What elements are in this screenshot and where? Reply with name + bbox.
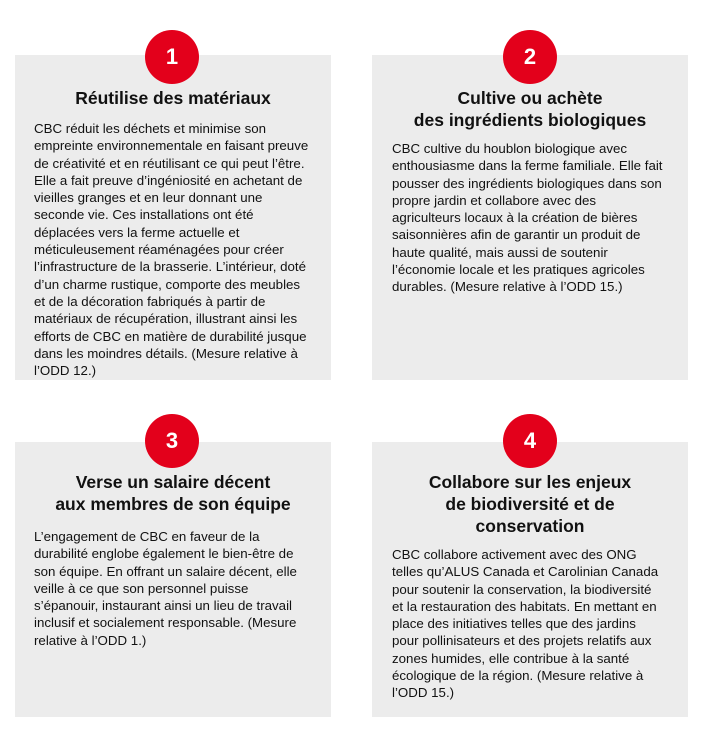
card-title-reuse-materials: Réutilise des matériaux — [75, 88, 271, 108]
number-badge-3: 3 — [145, 414, 199, 468]
number-badge-4: 4 — [503, 414, 557, 468]
card-body-organic-ingredients: CBC cultive du houblon biologique avec enthousiasme dans la ferme familiale. Elle fait pousser des ingrédients biologiques dans son propre jardin et collabore avec des agriculteurs locaux à la création de bières saisonnières afin de garantir un produit de haute qualité, mais aussi de soutenir l’économie locale et les pratiques agricoles durables. (Mesure relative à l’ODD 15.) — [392, 141, 663, 295]
card-body-biodiversity: CBC collabore activement avec des ONG telles qu’ALUS Canada et Carolinian Canada pour soutenir la conservation, la biodiversité et la restauration des habitats. En mettant en place des initiatives telles que des jardins pour pollinisateurs et des projets relatifs aux zones humides, elle contribue à la santé écologique de la région. (Mesure relative à l’ODD 15.) — [392, 547, 659, 701]
card-title-living-wage: Verse un salaire décent aux membres de son équipe — [55, 472, 291, 514]
card-title-biodiversity: Collabore sur les enjeux de biodiversité et de conservation — [428, 472, 632, 536]
number-badge-1: 1 — [145, 30, 199, 84]
card-body-living-wage: L’engagement de CBC en faveur de la durabilité englobe également le bien-être de son équipe. En offrant un salaire décent, elle veille à ce que son personnel puisse s’épanouir, instaurant ainsi un lieu de travail inclusif et socialement responsable. (Mesure relative à l’ODD 1.) — [34, 529, 297, 648]
card-body-reuse-materials: CBC réduit les déchets et minimise son empreinte environnementale en faisant preuve de créativité et en réutilisant ce qui peut l’être. Elle a fait preuve d’ingéniosité en achetant de vieilles granges et en leur donnant une seconde vie. Ces installations ont été déplacées vers la ferme actuelle et méticuleusement réaménagées pour créer l’infrastructure de la brasserie. L’intérieur, doté d’un charme rustique, comporte des meubles et de la décoration fabriqués à partir de matériaux de récupération, illustrant ainsi les efforts de CBC en matière de durabilité jusque dans les moindres détails. (Mesure relative à l’ODD 12.) — [34, 121, 309, 379]
card-title-organic-ingredients: Cultive ou achète des ingrédients biologiques — [413, 88, 647, 130]
number-badge-2: 2 — [503, 30, 557, 84]
